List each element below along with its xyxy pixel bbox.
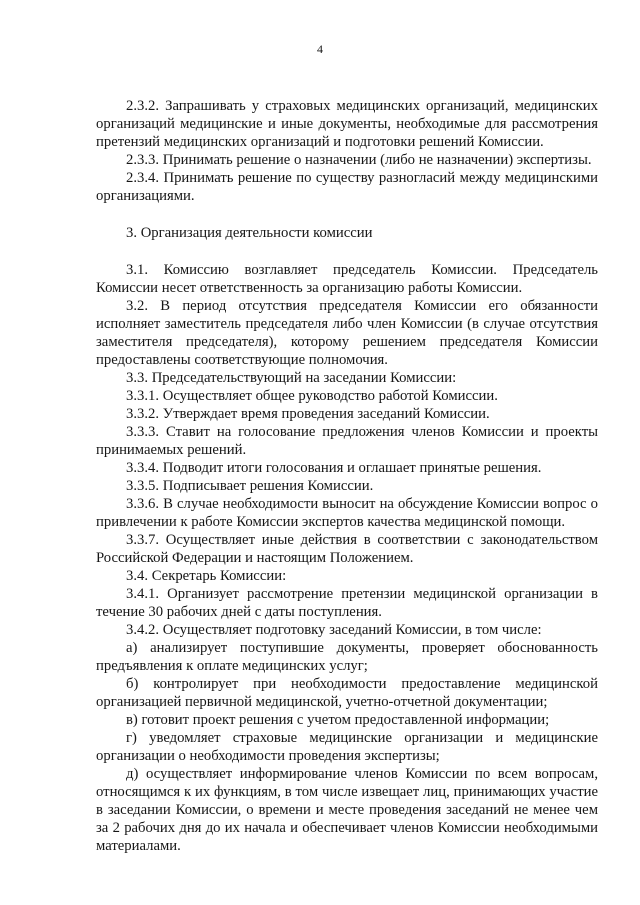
paragraph-3-4: 3.4. Секретарь Комиссии: [126,568,287,584]
list-item-a: а) анализирует поступившие документы, проверяет обоснованность предъявления к оплате медицинских услуг; [96,640,598,674]
paragraph-3-4-1: 3.4.1. Организует рассмотрение претензии медицинской организации в течение 30 рабочих дней с даты поступления. [96,586,598,620]
list-item-b: б) контролирует при необходимости предоставление медицинской организацией первичной медицинской, учетно-отчетной документации; [96,676,598,710]
document-body [96,97,598,855]
list-item-d: д) осуществляет информирование членов Комиссии по всем вопросам, относящимся к их функциям, в том числе извещает лиц, принимающих участие в заседании Комиссии, о времени и месте проведения заседаний не менее чем за 2 рабочих дня до их начала и обеспечивает членов Комиссии необходимыми материалами. [96,766,598,854]
list-item-v: в) готовит проект решения с учетом предоставленной информации; [126,712,550,728]
paragraph-3-3-1: 3.3.1. Осуществляет общее руководство работой Комиссии. [126,388,498,404]
paragraph-3-3-2: 3.3.2. Утверждает время проведения заседаний Комиссии. [126,406,490,422]
paragraph-3-3-3: 3.3.3. Ставит на голосование предложения членов Комиссии и проекты принимаемых решений. [96,424,598,458]
paragraph-3-3: 3.3. Председательствующий на заседании Комиссии: [126,370,457,386]
list-item-g: г) уведомляет страховые медицинские организации и медицинские организации о необходимости проведения экспертизы; [96,730,598,764]
paragraph-2-3-4: 2.3.4. Принимать решение по существу разногласий между медицинскими организациями. [96,170,598,204]
paragraph-3-3-7: 3.3.7. Осуществляет иные действия в соответствии с законодательством Российской Федерации и настоящим Положением. [96,532,598,566]
paragraph-3-3-5: 3.3.5. Подписывает решения Комиссии. [126,478,374,494]
paragraph-3-1: 3.1. Комиссию возглавляет председатель Комиссии. Председатель Комиссии несет ответственность за организацию работы Комиссии. [96,262,598,296]
page-number: 4 [317,42,323,56]
paragraph-3-4-2: 3.4.2. Осуществляет подготовку заседаний Комиссии, в том числе: [126,622,542,638]
paragraph-2-3-2: 2.3.2. Запрашивать у страховых медицинских организаций, медицинских организаций медицинские и иные документы, необходимые для рассмотрения претензий медицинских организаций и подготовки решений Комиссии. [96,98,598,150]
section-heading: 3. Организация деятельности комиссии [126,225,373,241]
paragraph-3-3-4: 3.3.4. Подводит итоги голосования и оглашает принятые решения. [126,460,542,476]
paragraph-2-3-3: 2.3.3. Принимать решение о назначении (либо не назначении) экспертизы. [126,152,592,168]
paragraph-3-3-6: 3.3.6. В случае необходимости выносит на обсуждение Комиссии вопрос о привлечении к работе Комиссии экспертов качества медицинской помощи. [96,496,598,530]
paragraph-3-2: 3.2. В период отсутствия председателя Комиссии его обязанности исполняет заместитель председателя либо член Комиссии (в случае отсутствия заместителя председателя), которому решением председателя Комиссии предоставлены соответствующие полномочия. [96,298,598,368]
